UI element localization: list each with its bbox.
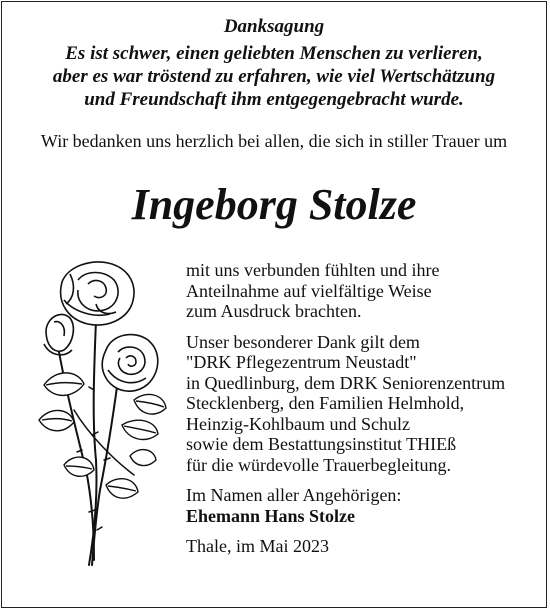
closing-line: Im Namen aller Angehörigen: [186, 485, 402, 505]
signer-name: Ehemann Hans Stolze [186, 505, 356, 526]
obituary-notice [1, 1, 547, 608]
text-line: zum Ausdruck brachten. [186, 301, 362, 321]
intro-text: Wir bedanken uns herzlich bei allen, die sich in stiller Trauer um [40, 131, 508, 151]
place-date: Thale, im Mai 2023 [186, 536, 329, 556]
text-line: Heinzig-Kohlbaum und Schulz [186, 413, 410, 434]
text-line: sowie dem Bestattungsinstitut THIEß [186, 434, 457, 454]
rose-illustration [34, 260, 169, 570]
quote [2, 42, 546, 111]
text-line: Anteilnahme auf vielfältige Weise [186, 280, 432, 301]
heading: Danksagung [223, 16, 325, 37]
signature-block [186, 485, 546, 526]
text-line: "DRK Pflegezentrum Neustadt" [186, 352, 417, 372]
deceased-name: Ingeborg Stolze [131, 180, 417, 229]
text-line: Stecklenberg, den Familien Helmhold, [186, 393, 465, 413]
thanks-text [186, 260, 546, 557]
text-line: Unser besonderer Dank gilt dem [186, 331, 420, 352]
quote-line: aber es war tröstend zu erfahren, wie viel Wertschätzung [52, 66, 496, 87]
quote-line: Es ist schwer, einen geliebten Menschen zu verlieren, [65, 43, 483, 64]
paragraph-special-thanks [186, 332, 546, 476]
text-line: für die würdevolle Trauerbegleitung. [186, 454, 451, 475]
text-line: mit uns verbunden fühlten und ihre [186, 260, 440, 280]
paragraph-connected [186, 260, 546, 322]
quote-line: und Freundschaft ihm entgegengebracht wurde. [84, 89, 464, 110]
text-line: in Quedlinburg, dem DRK Seniorenzentrum [186, 372, 506, 393]
